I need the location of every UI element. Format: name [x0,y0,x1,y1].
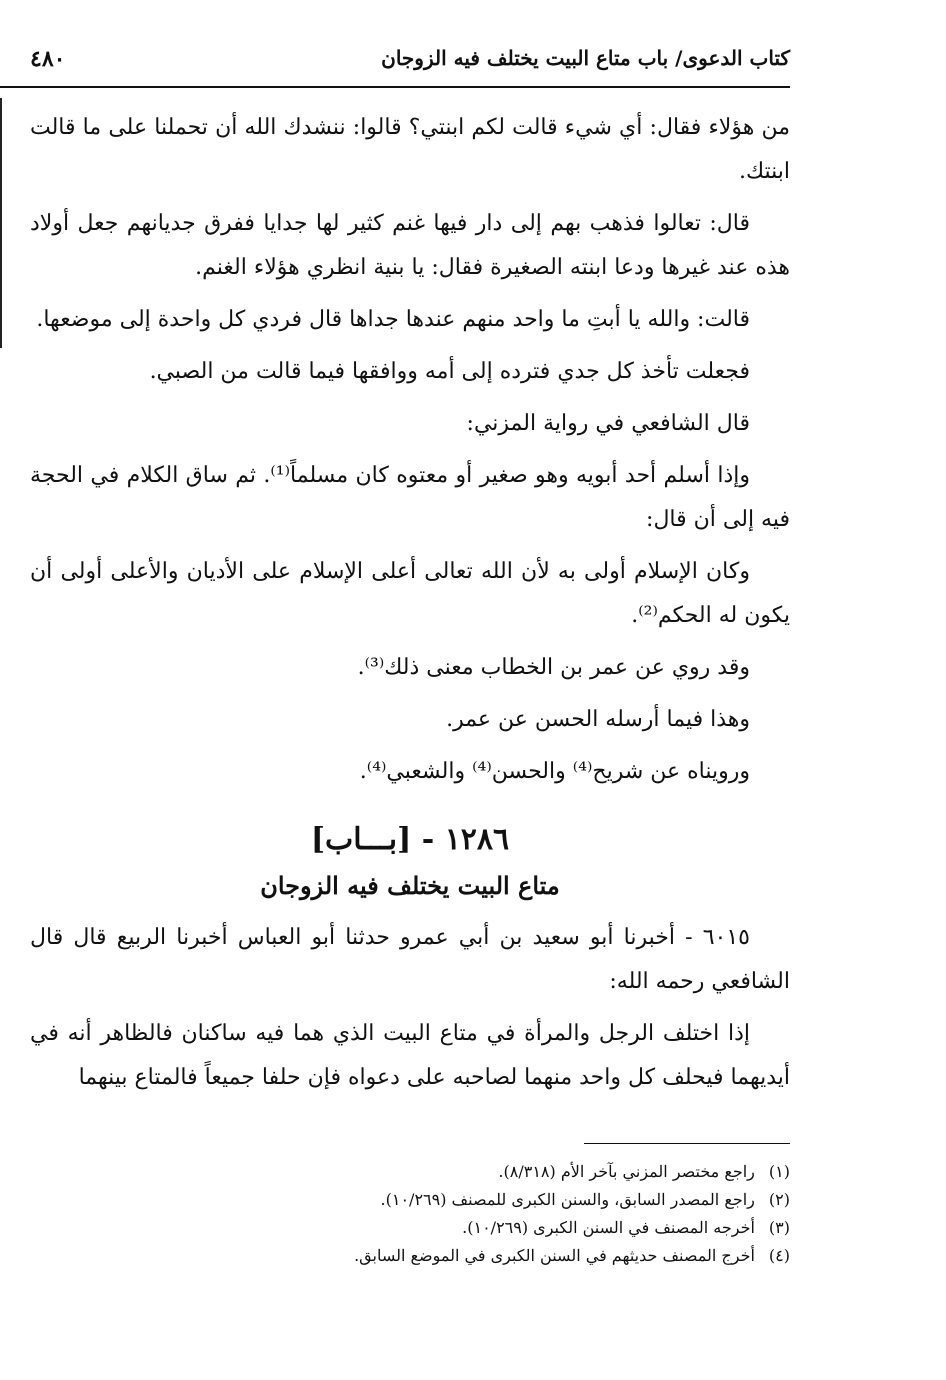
chapter-number: ١٢٨٦ - [بـــاب] [310,822,510,857]
footnote-number: (٢) [768,1190,790,1209]
paragraph: فجعلت تأخذ كل جدي فترده إلى أمه ووافقها فيما قالت من الصبي. [149,359,750,384]
paragraph: قال الشافعي في رواية المزني: [466,411,750,436]
paragraph: من هؤلاء فقال: أي شيء قالت لكم ابنتي؟ قالوا: ننشدك الله أن تحملنا على ما قالت ابنتك. [30,115,790,184]
footnote-number: (٣) [768,1218,790,1237]
paragraph: إذا اختلف الرجل والمرأة في متاع البيت الذي هما فيه ساكنان فالظاهر أنه في أيديهما فيحلف كل واحد منهما لصاحبه على دعواه فإن حلفا جميعاً فالمتاع بينهما [30,1021,790,1090]
header-rule [0,86,790,88]
footnote-number: (١) [768,1162,790,1181]
main-text [30,106,790,1108]
footnote-text: أخرجه المصنف في السنن الكبرى (١٠/٢٦٩). [462,1218,755,1237]
paragraph: ٦٠١٥ - أخبرنا أبو سعيد بن أبي عمرو حدثنا أبو العباس أخبرنا الربيع قال قال الشافعي رحمه الله: [30,925,790,994]
footnote [150,1214,790,1242]
footnote-number: (٤) [768,1246,790,1265]
paragraph: قالت: والله يا أبتِ ما واحد منهم عندها جداها قال فردي كل واحدة إلى موضعها. [36,307,750,332]
footnote [150,1242,790,1270]
paragraph: وكان الإسلام أولى به لأن الله تعالى أعلى الإسلام على الأديان والأعلى أولى أن يكون له الحكم⁽²⁾. [30,559,790,628]
paragraph: ورويناه عن شريح⁽⁴⁾ والحسن⁽⁴⁾ والشعبي⁽⁴⁾. [359,759,750,784]
page-edge-line [0,98,2,348]
footnote-text: راجع المصدر السابق، والسنن الكبرى للمصنف (١٠/٢٦٩). [380,1190,755,1209]
page-number: ٤٨٠ [30,46,66,72]
running-header [30,38,790,86]
footnote-text: أخرج المصنف حديثهم في السنن الكبرى في الموضع السابق. [354,1246,755,1265]
footnote [150,1158,790,1186]
paragraph: وقد روي عن عمر بن الخطاب معنى ذلك⁽³⁾. [357,655,750,680]
paragraph: وإذا أسلم أحد أبويه وهو صغير أو معتوه كان مسلماً⁽¹⁾. ثم ساق الكلام في الحجة فيه إلى أن قال: [30,463,790,532]
footnote-separator [584,1143,790,1144]
paragraph: قال: تعالوا فذهب بهم إلى دار فيها غنم كثير لها جدايا ففرق جديانهم جعل أولاد هذه عند غيرها ودعا ابنته الصغيرة فقال: يا بنية انظري هؤلاء الغنم. [30,211,790,280]
paragraph: وهذا فيما أرسله الحسن عن عمر. [446,707,750,732]
footnote [150,1186,790,1214]
footnote-text: راجع مختصر المزني بآخر الأم (٨/٣١٨). [498,1162,755,1181]
running-title: كتاب الدعوى/ باب متاع البيت يختلف فيه الزوجان [381,46,790,70]
footnotes [150,1158,790,1270]
chapter-title: متاع البيت يختلف فيه الزوجان [260,871,560,900]
